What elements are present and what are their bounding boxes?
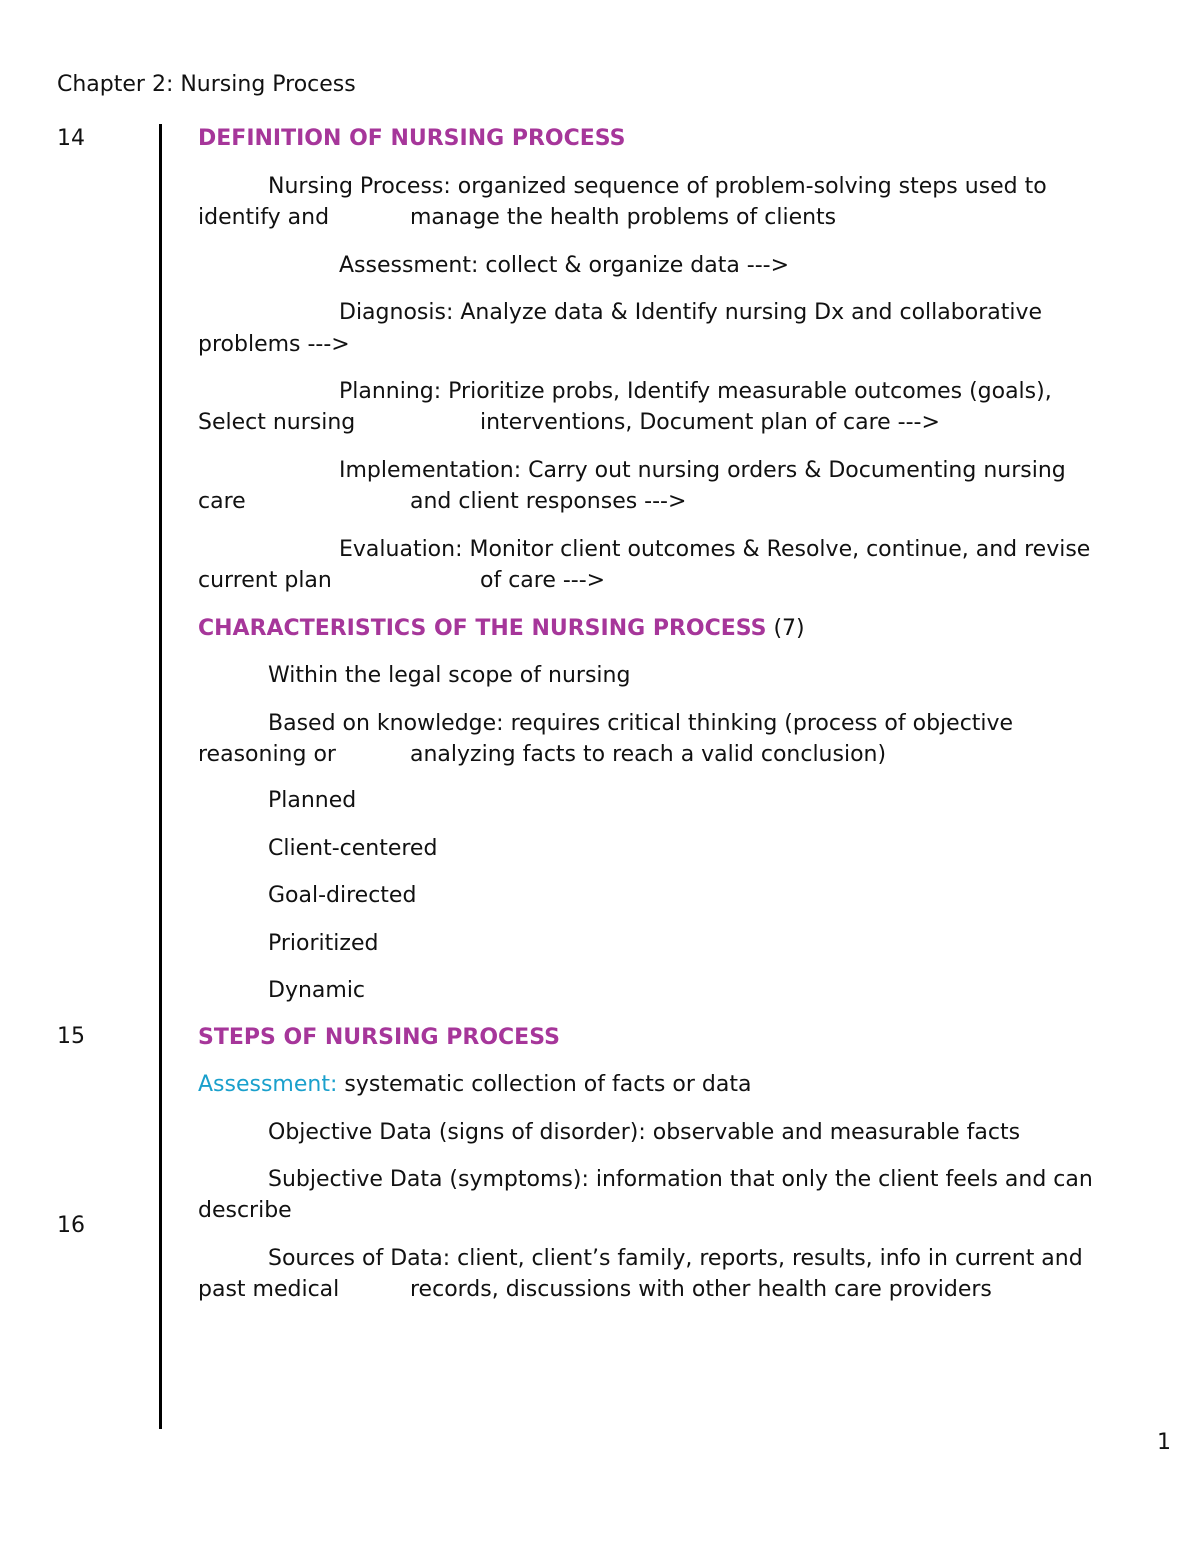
margin-rule	[159, 124, 162, 1429]
characteristic-item: Dynamic	[268, 978, 366, 1003]
assessment-definition: systematic collection of facts or data	[337, 1072, 752, 1097]
section-heading-steps: STEPS OF NURSING PROCESS	[198, 1025, 560, 1050]
step-diagnosis: problems --->	[198, 332, 350, 357]
section-heading-characteristics	[198, 614, 805, 644]
characteristics-count: (7)	[766, 616, 805, 641]
step-planning: Select nursing	[198, 410, 356, 435]
characteristic-item: analyzing facts to reach a valid conclusion)	[410, 742, 887, 767]
step-implementation: and client responses --->	[410, 489, 687, 514]
step-implementation: Implementation: Carry out nursing orders & Documenting nursing	[339, 458, 1066, 483]
step-evaluation: of care --->	[480, 568, 606, 593]
characteristic-item: Client-centered	[268, 836, 438, 861]
sources-of-data: records, discussions with other health care providers	[410, 1277, 992, 1302]
characteristic-item: Planned	[268, 788, 357, 813]
definition-text: manage the health problems of clients	[410, 205, 837, 230]
sources-of-data: past medical	[198, 1277, 340, 1302]
characteristics-heading-text: CHARACTERISTICS OF THE NURSING PROCESS	[198, 616, 767, 641]
page-number: 1	[1157, 1430, 1171, 1455]
page-title: Chapter 2: Nursing Process	[57, 72, 356, 97]
margin-number: 14	[57, 126, 85, 151]
sources-of-data: Sources of Data: client, client’s family, reports, results, info in current and	[268, 1246, 1083, 1271]
definition-text: Nursing Process: organized sequence of problem-solving steps used to	[268, 174, 1047, 199]
steps-assessment-line	[198, 1070, 751, 1100]
characteristic-item: Within the legal scope of nursing	[268, 663, 631, 688]
step-planning: interventions, Document plan of care --->	[480, 410, 940, 435]
step-evaluation: current plan	[198, 568, 332, 593]
characteristic-item: Prioritized	[268, 931, 379, 956]
characteristic-item: reasoning or	[198, 742, 336, 767]
step-planning: Planning: Prioritize probs, Identify measurable outcomes (goals),	[339, 379, 1052, 404]
step-implementation: care	[198, 489, 246, 514]
margin-number: 15	[57, 1024, 85, 1049]
assessment-label: Assessment:	[198, 1072, 338, 1097]
characteristic-item: Based on knowledge: requires critical thinking (process of objective	[268, 711, 1014, 736]
definition-text: identify and	[198, 205, 330, 230]
step-diagnosis: Diagnosis: Analyze data & Identify nursing Dx and collaborative	[339, 300, 1043, 325]
characteristic-item: Goal-directed	[268, 883, 417, 908]
subjective-data: describe	[198, 1198, 292, 1223]
step-evaluation: Evaluation: Monitor client outcomes & Resolve, continue, and revise	[339, 537, 1091, 562]
section-heading-definition: DEFINITION OF NURSING PROCESS	[198, 126, 626, 151]
subjective-data: Subjective Data (symptoms): information that only the client feels and can	[268, 1167, 1093, 1192]
margin-number: 16	[57, 1213, 85, 1238]
objective-data: Objective Data (signs of disorder): observable and measurable facts	[268, 1120, 1021, 1145]
step-assessment: Assessment: collect & organize data --->	[339, 253, 790, 278]
